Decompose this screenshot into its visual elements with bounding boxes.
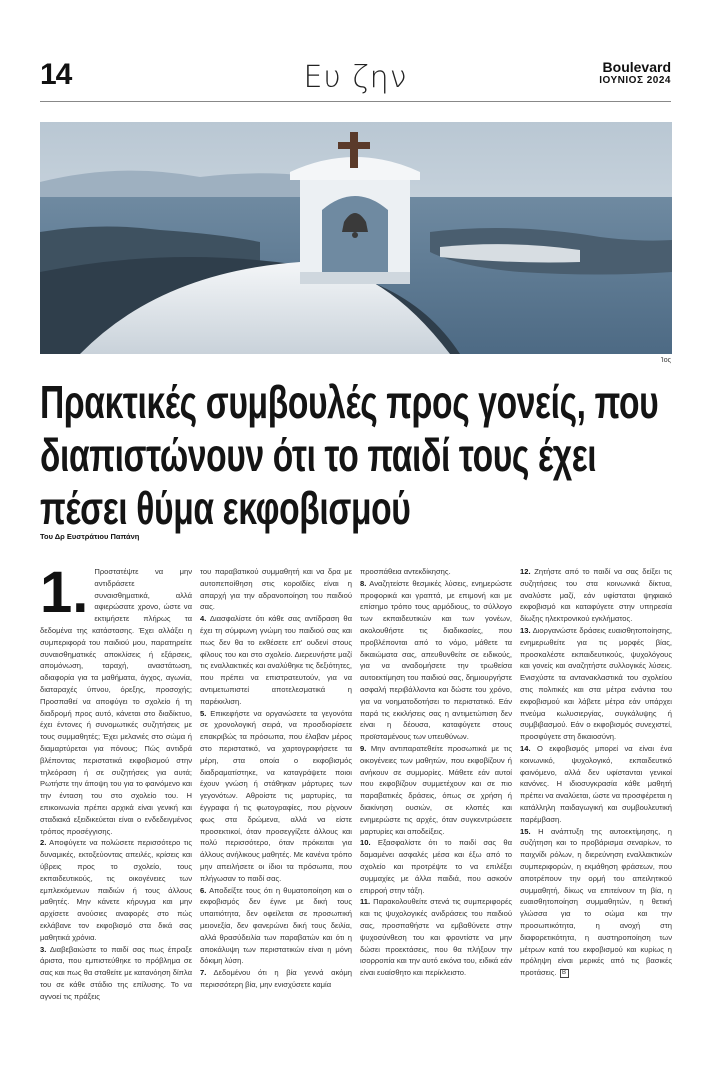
column-2 <box>200 566 352 1046</box>
item-number: 14. <box>520 743 531 753</box>
paragraph-text: Αποδείξτε τους ότι η θυματοποίηση και ο εκφοβισμός δεν έγινε με δική τους υπαιτιότητα, δεν οφείλεται σε προσωπική μειονεξία, δεν φανερώνει δική τους δειλία, αλλά θρασύδειλία των παραβατών και ότι η αποκάλυψη των περιστατικών είναι η μόνη δόκιμη λύση. <box>200 885 352 966</box>
column-1 <box>40 566 192 1046</box>
paragraph-text: Αποφύγετε να πολώσετε περισσότερο τις δυναμικές, εκτοξεύοντας απειλές, κρίσεις και ύβρεις προς το σχολείο, τους εκπαιδευτικούς, τις οικογένειες των εμπλεκόμενων παιδιών ή τους άλλους μαθητές. Μην κάνετε κήρυγμα και μην αρχίσετε ανούσιες αναφορές στο πώς εκλάβανε τον εκφοβισμό στα δικά σας μαθητικά χρόνια. <box>40 838 192 942</box>
paragraph-text: Ο εκφοβισμός μπορεί να είναι ένα κοινωνικό, ψυχολογικό, εκπαιδευτικό φαινόμενο, αλλά δεν υφίστανται γενικοί κανόνες. Η ιδιοσυγκρασία κάθε μαθητή πρέπει να αναλύεται, ώστε να προσφέρεται η κατάλληλη παιδαγωγική και συμβουλευτική παρέμβαση. <box>520 743 672 824</box>
item-number: 2. <box>40 838 47 848</box>
paragraph <box>200 613 352 707</box>
item-number: 9. <box>360 743 367 753</box>
paragraph <box>40 944 192 1003</box>
paragraph-text: Διοργανώστε δράσεις ευαισθητοποίησης, ενημερωθείτε για τις μορφές βίας, προσκαλέστε εκπαιδευτικούς, ψυχολόγους και γονείς και αναζητήστε συλλογικές λύσεις. Ενισχύστε τα αντανακλαστικά του σχολείου στις πολιτικές και στα μέτρα ενάντια του εκφοβισμού και λάβετε μέτρα εάν υπάρχει πνεύμα κωλυσιεργίας, συγκάλυψης ή συμβιβασμού. Εάν ο εκφοβισμός συνεχιστεί, προσφύγετε στη δικαιοσύνη. <box>520 625 672 742</box>
paragraph <box>40 837 192 943</box>
paragraph <box>360 837 512 896</box>
column-3 <box>360 566 512 1046</box>
paragraph <box>520 625 672 743</box>
item-number: 3. <box>40 944 47 954</box>
paragraph <box>200 566 352 613</box>
paragraph-text: Διαβεβαιώστε το παιδί σας πως έπραξε άριστα, που εμπιστεύθηκε το πρόβλημα σε σας και πως θα σταθείτε με κατανόηση δίπλα του σε κάθε στάδιο της επίλυσης. Το να αγνοεί τις πράξεις <box>40 944 192 1001</box>
chapel-bell-tower-image <box>40 122 672 354</box>
paragraph-text: Η ανάπτυξη της αυτοεκτίμησης, η συζήτηση και το προβάρισμα σεναρίων, το παιχνίδι ρόλων, η διερεύνηση εναλλακτικών συμπεριφορών, η εκμάθηση φράσεων, που αποτρέπουν την ορμή του απειλητικού συμμαθητή, δίκως να επιτείνουν τη βία, η ευαισθητοποίηση συμμαθητών, η θετική γλώσσα για το σώμα και την προσωπικότητα, η ανοχή στη διαφορετικότητα, η αυστηροποίηση των μέτρων κατά του εκφοβισμού και κυρίως η πρόληψη είναι μερικές από τις βασικές προτάσεις. <box>520 826 672 978</box>
paragraph <box>200 708 352 885</box>
paragraph-text: Επικεφήστε να οργανώσετε τα γεγονότα σε χρονολογική σειρά, να προσδιορίσετε επακριβώς τα πρόσωπα, που έλαβαν μέρος στο περιστατικό, να χαρτογραφήσετε τα μέρη, στα οποία ο εκφοβισμός διαδραματίστηκε, να καταγράψετε ποιοι έχουν γνώση ή στάθηκαν μάρτυρες των γεγονότων. Αθροίστε τις μαρτυρίες, τα έγγραφα ή τις φωτογραφίες, που ρίχνουν φως στα δρώμενα, αλλά να είστε προσεκτικοί, όταν προσεγγίζετε άλλους και πολύ περισσότερο, όταν πρόκειται για άλλους ανήλικους μαθητές. Με κανένα τρόπο μην απειλήσετε οι ίδιοι τα πρόσωπα, που πλήγωσαν το παιδί σας. <box>200 708 352 883</box>
item-number: 6. <box>200 885 207 895</box>
item-number: 4. <box>200 614 207 624</box>
masthead <box>599 60 671 86</box>
photo-caption: Ίος <box>661 357 671 364</box>
paragraph-text: του παραβατικού συμμαθητή και να δρα με αυτοπεποίθηση στις κοροϊδίες είναι η απαρχή για την αδρανοποίηση του παιδιού σας. <box>200 567 352 612</box>
header-divider <box>40 101 671 102</box>
paragraph-text: Αναζητείστε θεσμικές λύσεις, ενημερώστε προφορικά και γραπτά, με επιμονή και με επίσημο τρόπο τους αρμόδιους, το σύλλογο των εκπαιδευτικών και των γονέων, ακολουθήστε τις διαδικασίες, που προβλέπονται από το νόμο, μάθετε τα δικαιώματα σας, απευθυνθείτε σε ειδικούς, για να αναδομήσετε την τρωθείσα αυτοεκτίμηση του παιδιού σας, δημιουργήστε ασφαλή περιβάλλοντα και δώστε του χρόνο, για να νοηματοδοτήσει το περιστατικό. Εάν παρά τις εκκλήσεις σας η αντιμετώπιση δεν είναι η δέουσα, καταφύγετε στους προϊσταμένους των υπευθύνων. <box>360 578 512 742</box>
paragraph <box>40 566 192 837</box>
item-number: 15. <box>520 826 531 836</box>
item-number: 10. <box>360 838 371 848</box>
item-number: 13. <box>520 625 531 635</box>
item-number: 8. <box>360 578 367 588</box>
article-headline: Πρακτικές συμβουλές προς γονείς, που διαπιστώνουν ότι το παιδί τους έχει πέσει θύμα εκφοβισμού <box>40 376 659 534</box>
paragraph-text: προσπάθεια αντεκδίκησης. <box>360 567 451 576</box>
paragraph-text: Δεδομένου ότι η βία γεννά ακόμη περισσότερη βία, μην ενισχύσετε καμία <box>200 968 352 989</box>
paragraph-text: Μην αντιπαρατεθείτε προσωπικά με τις οικογένειες των μαθητών, που εκφοβίζουν ή ανήκουν σε συμμορίες. Μάθετε εάν αυτοί που εκφοβίζουν συμμετέχουν και σε πιο παραβατικές δράσεις, όπως σε χρήση ή διακίνηση ουσιών, σε κλοπές και ενημερώστε τις αρχές, όταν συγκεντρώσετε μαρτυρίες και αποδείξεις. <box>360 743 512 836</box>
dropcap: 1. <box>40 566 89 625</box>
item-number: 11. <box>360 897 371 907</box>
paragraph <box>200 967 352 991</box>
paragraph <box>360 578 512 743</box>
hero-photo <box>40 122 672 354</box>
article-byline: Του Δρ Ευστράτιου Παπάνη <box>40 532 140 541</box>
paragraph <box>200 885 352 968</box>
page-number: 14 <box>40 58 72 91</box>
paragraph-text: Διασφαλίστε ότι κάθε σας αντίδραση θα έχει τη σύμφωνη γνώμη του παιδιού σας και πως δεν θα το εκθέσετε επ' ουδενί στους φίλους του και στο σχολείο. Διερευνήστε μαζί τις εναλλακτικές και αναλύθηκε τις δεξιότητες, που πρέπει να επιστρατευτούν, για να αντιμετωπιστεί αποτελεσματικά η παρέκκλιση. <box>200 614 352 706</box>
paragraph-text: Εξασφαλίστε ότι το παιδί σας θα δαμαμένει ασφαλές μέσα και έξω από το σχολείο και προτρέψτε το να επιλέξει συμμαχίες με άλλα παιδιά, που ασκούν επιρροή στην τάξη. <box>360 838 512 895</box>
paragraph <box>360 566 512 578</box>
paragraph <box>520 826 672 979</box>
paragraph <box>360 743 512 837</box>
issue-date: ΙΟΥΝΙΟΣ 2024 <box>599 75 671 86</box>
item-number: 5. <box>200 708 207 718</box>
paragraph-text: Προστατέψτε να μην αντιδράσετε συναισθηματικά, αλλά αφιερώσατε χρονο, ώστε να εκτιμήσετε πλήρως τα δεδομένα της κατάστασης. Έχει αλλάξει η συμπεριφορά του παιδιού μου, παρατηρείτε συναισθηματικές αποκλίσεις ή εξάρσεις, απομόνωση, ταραχή, αναστάτωση, αδιαφορία για τα μαθήματα, άγχος, αγωνία, διαταραχές ύπνου, όρεξης, προσοχής; Προσπαθεί να αποφύγει το σχολείο ή τη διαδρομή προς αυτό, κάνεται στο διαδίκτυο, έχει έντονες ή συνομωτικές συζητήσεις με τους συμμαθητές; Έχει μελανιές στο σώμα ή διαμαρτύρεται για πόνους; Πώς αντιδρά βλέποντας περιστατικά εκφοβισμού στην τηλεόραση ή σε συζητήσεις για αυτά; Ρωτήστε την άποψη του για το φαινόμενο και την ένταση του στο σχολείο του. Η επικοινωνία πρέπει αρχικά είναι γενική και σταδιακά εξειδικεύεται είναι ο ενδεδειγμένος τρόπος προσέγγισης. <box>40 567 192 836</box>
paragraph <box>360 896 512 979</box>
article-body <box>40 566 672 1046</box>
section-title: Ευ ζην <box>303 60 408 95</box>
paragraph-text: Παρακολουθείτε στενά τις συμπεριφορές και τις ψυχολογικές ανιδράσεις του παιδιού σας, προσπαθήστε να εμβαθύνετε στην ψυχοσύνθεση του και φροντίστε να μην δώσει προεκτάσεις, που θα πλήξουν την ισορροπία και την αυτό εικόνα του, ειδικά εάν είναι ευαίσθητο και περίκλειστο. <box>360 897 512 978</box>
paragraph <box>520 566 672 625</box>
item-number: 12. <box>520 567 531 576</box>
column-4 <box>520 566 672 1046</box>
paragraph-text: Ζητήστε από το παιδί να σας δείξει τις συζητήσεις του στα κοινωνικά δίκτυα, αναλύστε μαζί, εάν υφίσταται ψηφιακό εκφοβισμό και καταφύγετε στην υπηρεσία δίωξης ηλεκτρονικού εγκλήματος. <box>520 567 672 624</box>
item-number: 7. <box>200 968 207 978</box>
end-of-article-icon: B <box>560 969 569 978</box>
paragraph <box>520 743 672 826</box>
brand-name: Boulevard <box>602 59 671 75</box>
